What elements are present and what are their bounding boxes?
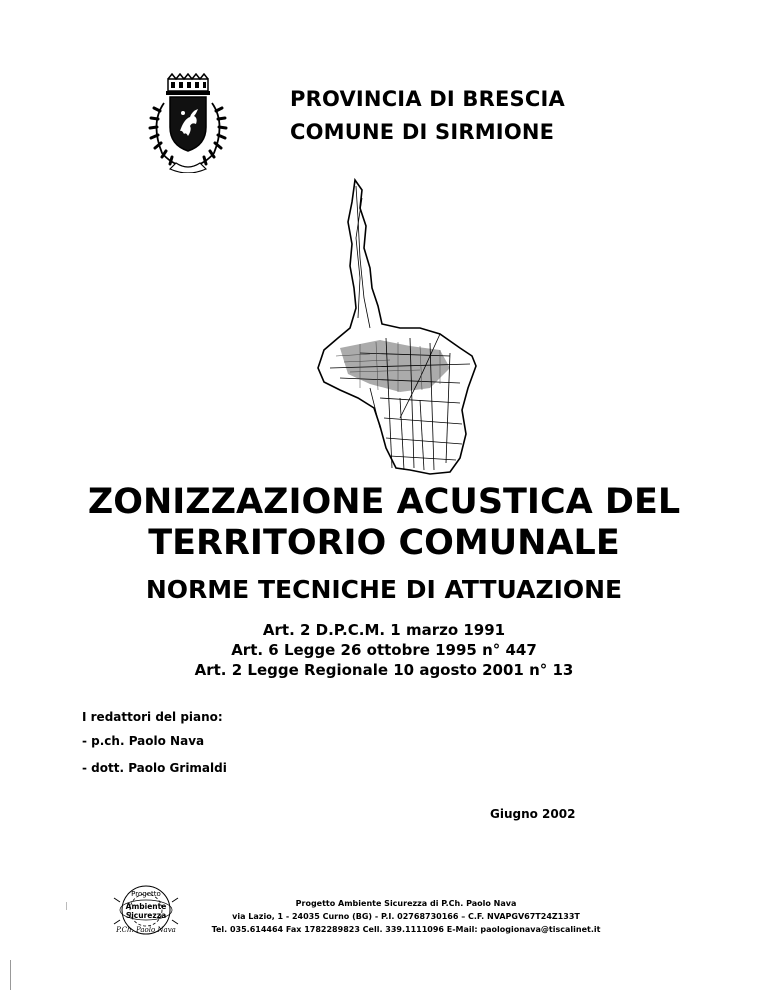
- province-title: PROVINCIA DI BRESCIA: [290, 87, 565, 111]
- municipality-title: COMUNE DI SIRMIONE: [290, 120, 555, 144]
- main-title-line-2: TERRITORIO COMUNALE: [148, 523, 620, 563]
- footer-line-1: Progetto Ambiente Sicurezza di P.Ch. Paolo Nava: [295, 899, 517, 908]
- editor-name: - p.ch. Paolo Nava: [82, 734, 205, 748]
- main-title-line-1: ZONIZZAZIONE ACUSTICA DEL: [87, 482, 681, 522]
- article-line: Art. 2 Legge Regionale 10 agosto 2001 n° 13: [194, 661, 574, 679]
- logo-text-middle: Ambiente Sicurezza: [125, 902, 167, 920]
- scan-mark: [10, 960, 11, 990]
- document-date: Giugno 2002: [490, 807, 576, 821]
- editor-name: - dott. Paolo Grimaldi: [82, 761, 227, 775]
- municipality-map: [300, 178, 500, 478]
- editors-heading: I redattori del piano:: [82, 710, 223, 724]
- logo-signature: P.Ch. Paolo Nava: [116, 926, 176, 934]
- article-line: Art. 6 Legge 26 ottobre 1995 n° 447: [231, 641, 537, 659]
- footer-line-2: via Lazio, 1 - 24035 Curno (BG) - P.I. 02768730166 – C.F. NVAPGV67T24Z133T: [232, 912, 580, 921]
- article-line: Art. 2 D.P.C.M. 1 marzo 1991: [262, 621, 506, 639]
- logo-text-top: Progetto: [131, 890, 161, 898]
- subtitle: NORME TECNICHE DI ATTUAZIONE: [145, 575, 623, 604]
- scan-mark: [66, 902, 67, 910]
- coat-of-arms-icon: [142, 73, 234, 173]
- footer-line-3: Tel. 035.614464 Fax 1782289823 Cell. 339.1111096 E-Mail: paologionava@tiscalinet.it: [211, 925, 601, 934]
